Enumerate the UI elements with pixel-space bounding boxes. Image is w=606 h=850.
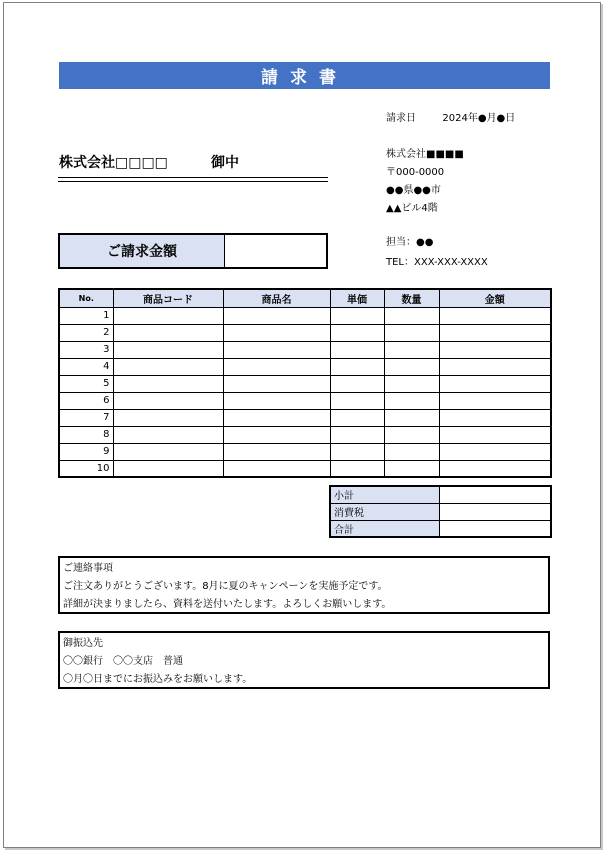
amount-cell[interactable] — [439, 392, 551, 409]
client-name: 株式会社□□□□ — [59, 155, 168, 171]
unit-price-cell[interactable] — [330, 426, 384, 443]
subtotal-value[interactable] — [439, 486, 551, 503]
col-quantity-header: 数量 — [384, 289, 439, 307]
quantity-cell[interactable] — [384, 341, 439, 358]
product-code-cell[interactable] — [113, 307, 223, 324]
row-number: 5 — [59, 375, 113, 392]
table-row — [59, 358, 551, 375]
table-row — [59, 307, 551, 324]
amount-label: ご請求金額 — [60, 235, 225, 267]
table-row — [59, 409, 551, 426]
product-code-cell[interactable] — [113, 324, 223, 341]
product-name-cell[interactable] — [223, 409, 330, 426]
product-name-cell[interactable] — [223, 358, 330, 375]
client-honorific: 御中 — [211, 155, 240, 171]
issuer-postal: 〒000-0000 — [386, 167, 445, 178]
product-name-cell[interactable] — [223, 341, 330, 358]
product-name-cell[interactable] — [223, 443, 330, 460]
unit-price-cell[interactable] — [330, 307, 384, 324]
table-row — [59, 443, 551, 460]
amount-cell[interactable] — [439, 341, 551, 358]
quantity-cell[interactable] — [384, 392, 439, 409]
row-number: 1 — [59, 307, 113, 324]
product-code-cell[interactable] — [113, 426, 223, 443]
notes-title: ご連絡事項 — [63, 563, 113, 574]
client-block — [59, 152, 329, 172]
quantity-cell[interactable] — [384, 460, 439, 477]
notes-box — [58, 556, 550, 614]
document-title: 請求書 — [59, 62, 550, 89]
product-code-cell[interactable] — [113, 409, 223, 426]
invoice-date — [386, 109, 515, 124]
quantity-cell[interactable] — [384, 358, 439, 375]
table-row — [59, 460, 551, 477]
issuer-block — [386, 146, 464, 218]
subtotal-label: 小計 — [330, 486, 439, 503]
amount-box — [58, 233, 328, 269]
notes-line: ご注文ありがとうございます。8月に夏のキャンペーンを実施予定です。 — [63, 581, 388, 592]
col-product-name-header: 商品名 — [223, 289, 330, 307]
product-code-cell[interactable] — [113, 460, 223, 477]
quantity-cell[interactable] — [384, 426, 439, 443]
table-row — [59, 392, 551, 409]
unit-price-cell[interactable] — [330, 358, 384, 375]
table-row — [59, 375, 551, 392]
unit-price-cell[interactable] — [330, 443, 384, 460]
unit-price-cell[interactable] — [330, 460, 384, 477]
amount-value[interactable] — [225, 235, 326, 267]
col-amount-header: 金額 — [439, 289, 551, 307]
issuer-contact: 担当：●● — [386, 237, 434, 248]
amount-cell[interactable] — [439, 358, 551, 375]
total-label: 合計 — [330, 520, 439, 537]
unit-price-cell[interactable] — [330, 375, 384, 392]
quantity-cell[interactable] — [384, 324, 439, 341]
invoice-page — [3, 2, 601, 848]
table-row — [59, 324, 551, 341]
payment-title: 御振込先 — [63, 638, 103, 649]
items-body — [59, 307, 551, 477]
unit-price-cell[interactable] — [330, 392, 384, 409]
col-no-header: No. — [59, 289, 113, 307]
product-name-cell[interactable] — [223, 324, 330, 341]
amount-cell[interactable] — [439, 307, 551, 324]
totals-table — [329, 485, 552, 538]
product-name-cell[interactable] — [223, 307, 330, 324]
tax-label: 消費税 — [330, 503, 439, 520]
product-code-cell[interactable] — [113, 358, 223, 375]
invoice-date-label: 請求日 — [386, 113, 416, 124]
payment-line: 〇月〇日までにお振込みをお願いします。 — [63, 674, 253, 685]
product-name-cell[interactable] — [223, 426, 330, 443]
product-code-cell[interactable] — [113, 375, 223, 392]
row-number: 10 — [59, 460, 113, 477]
unit-price-cell[interactable] — [330, 341, 384, 358]
payment-line: 〇〇銀行 〇〇支店 普通 — [63, 656, 183, 667]
amount-cell[interactable] — [439, 460, 551, 477]
product-code-cell[interactable] — [113, 443, 223, 460]
table-row — [59, 426, 551, 443]
total-row — [330, 520, 551, 537]
quantity-cell[interactable] — [384, 443, 439, 460]
product-code-cell[interactable] — [113, 341, 223, 358]
contact-block — [386, 233, 488, 273]
subtotal-row — [330, 486, 551, 503]
client-underline — [58, 177, 328, 182]
row-number: 6 — [59, 392, 113, 409]
row-number: 2 — [59, 324, 113, 341]
amount-cell[interactable] — [439, 324, 551, 341]
row-number: 4 — [59, 358, 113, 375]
issuer-address2: ▲▲ビル4階 — [386, 203, 438, 214]
row-number: 7 — [59, 409, 113, 426]
quantity-cell[interactable] — [384, 375, 439, 392]
issuer-company: 株式会社■■■■ — [386, 149, 464, 160]
quantity-cell[interactable] — [384, 307, 439, 324]
amount-cell[interactable] — [439, 409, 551, 426]
payment-box — [58, 631, 550, 689]
product-name-cell[interactable] — [223, 460, 330, 477]
table-row — [59, 341, 551, 358]
row-number: 3 — [59, 341, 113, 358]
tax-value[interactable] — [439, 503, 551, 520]
amount-cell[interactable] — [439, 443, 551, 460]
col-unit-price-header: 単価 — [330, 289, 384, 307]
quantity-cell[interactable] — [384, 409, 439, 426]
issuer-tel: TEL：XXX-XXX-XXXX — [386, 257, 488, 268]
product-name-cell[interactable] — [223, 375, 330, 392]
notes-line: 詳細が決まりましたら、資料を送付いたします。よろしくお願いします。 — [63, 599, 392, 610]
amount-cell[interactable] — [439, 375, 551, 392]
col-product-code-header: 商品コード — [113, 289, 223, 307]
amount-cell[interactable] — [439, 426, 551, 443]
unit-price-cell[interactable] — [330, 324, 384, 341]
items-header-row — [59, 289, 551, 307]
tax-row — [330, 503, 551, 520]
invoice-date-value: 2024年●月●日 — [442, 113, 516, 124]
row-number: 9 — [59, 443, 113, 460]
product-name-cell[interactable] — [223, 392, 330, 409]
unit-price-cell[interactable] — [330, 409, 384, 426]
row-number: 8 — [59, 426, 113, 443]
issuer-address1: ●●県●●市 — [386, 185, 441, 196]
items-table — [58, 288, 552, 478]
product-code-cell[interactable] — [113, 392, 223, 409]
total-value[interactable] — [439, 520, 551, 537]
